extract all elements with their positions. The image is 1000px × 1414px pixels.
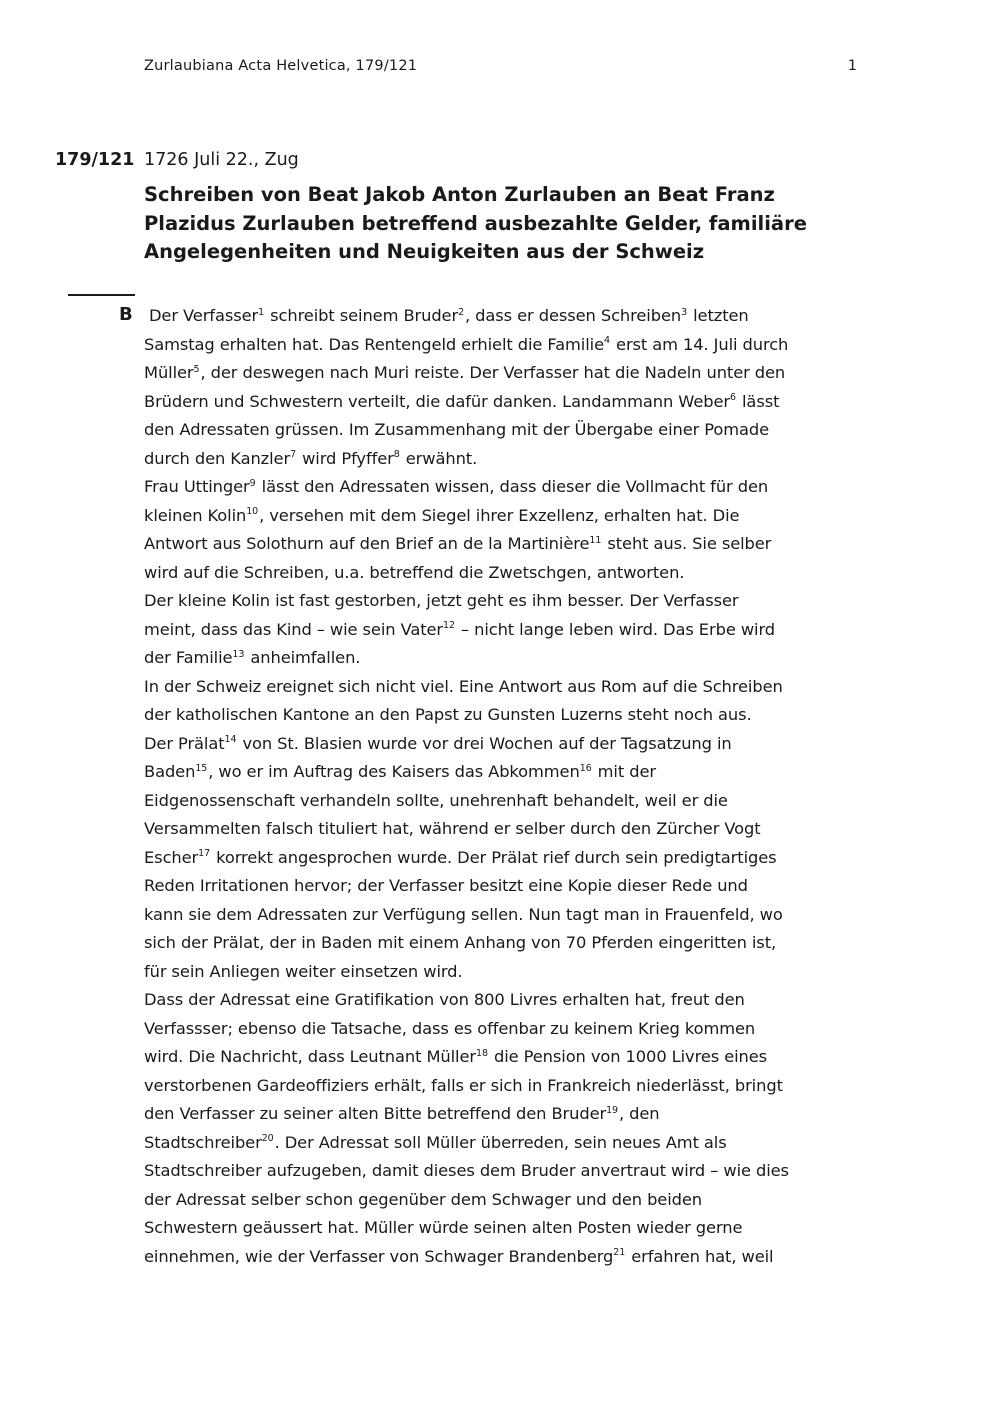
footnote-ref[interactable]: 7 [290, 449, 297, 461]
text-run: sich der Prälat, der in Baden mit einem Anhang von 70 Pferden eingeritten ist, [144, 933, 777, 952]
text-run: Der kleine Kolin ist fast gestorben, jetzt geht es ihm besser. Der Verfasser [144, 591, 739, 610]
body-line [144, 587, 864, 616]
text-run: Müller [144, 363, 194, 382]
footnote-ref[interactable]: 6 [729, 392, 736, 404]
footnote-ref[interactable]: 18 [476, 1047, 488, 1059]
text-run: Dass der Adressat eine Gratifikation von 800 Livres erhalten hat, freut den [144, 990, 745, 1009]
page-number: 1 [847, 58, 857, 74]
body-line [144, 787, 864, 816]
body-line [144, 445, 864, 474]
text-run: anheimfallen. [245, 648, 361, 667]
footnote-ref[interactable]: 4 [604, 335, 610, 347]
text-run: Versammelten falsch tituliert hat, während er selber durch den Zürcher Vogt [144, 819, 761, 838]
body-line [144, 502, 864, 531]
body-line [144, 872, 864, 901]
footnote-ref[interactable]: 14 [224, 734, 237, 746]
body-line [144, 958, 864, 987]
text-run: letzten [688, 306, 749, 325]
section-marker: B [119, 304, 133, 325]
text-run: durch den Kanzler [144, 448, 291, 468]
text-run: Antwort aus Solothurn auf den Brief an de la Martinière [144, 534, 590, 553]
text-run: Reden Irritationen hervor; der Verfasser besitzt eine Kopie dieser Rede und [144, 876, 748, 895]
document-number: 179/121 [55, 150, 135, 170]
text-run: lässt [736, 391, 780, 411]
footnote-ref[interactable]: 15 [195, 762, 208, 774]
text-run: von St. Blasien wurde vor drei Wochen auf der Tagsatzung in [237, 733, 732, 753]
document-date-place: 1726 Juli 22., Zug [144, 150, 299, 170]
body-line [144, 1186, 864, 1215]
footnote-ref[interactable]: 16 [579, 762, 592, 774]
text-run: wird auf die Schreiben, u.a. betreffend die Zwetschgen, antworten. [144, 562, 685, 582]
text-run: meint, dass das Kind – wie sein Vater [144, 619, 444, 639]
text-run: kann sie dem Adressaten zur Verfügung sellen. Nun tagt man in Frauenfeld, wo [144, 904, 783, 924]
body-line [144, 473, 864, 502]
body-line [144, 331, 864, 360]
text-run: mit der [592, 762, 656, 781]
body-line [144, 929, 864, 958]
text-run: Eidgenossenschaft verhandeln sollte, unehrenhaft behandelt, weil er die [144, 790, 728, 810]
text-run: , den [618, 1104, 660, 1123]
body-line [144, 530, 864, 559]
text-run: . Der Adressat soll Müller überreden, sein neues Amt als [274, 1132, 727, 1152]
text-run: Stadtschreiber [144, 1132, 262, 1152]
body-line [144, 359, 864, 388]
body-line [144, 1129, 864, 1158]
body-text [144, 302, 864, 1271]
footnote-ref[interactable]: 10 [246, 506, 259, 518]
text-run: In der Schweiz ereignet sich nicht viel. Eine Antwort aus Rom auf die Schreiben [144, 676, 783, 696]
text-run: schreibt seinem Bruder [265, 306, 459, 325]
footnote-ref[interactable]: 5 [193, 363, 200, 375]
running-title: Zurlaubiana Acta Helvetica, 179/121 [144, 58, 418, 74]
body-line [144, 1072, 864, 1101]
title-line: Plazidus Zurlauben betreffend ausbezahlte Gelder, familiäre [144, 211, 807, 235]
text-run: , dass er dessen Schreiben [465, 306, 682, 325]
text-run: , der deswegen nach Muri reiste. Der Verfasser hat die Nadeln unter den [200, 363, 786, 382]
body-line [144, 1015, 864, 1044]
text-run: der Familie [144, 648, 233, 667]
text-run: Samstag erhalten hat. Das Rentengeld erhielt die Familie [144, 334, 604, 354]
body-line [144, 815, 864, 844]
footnote-ref[interactable]: 12 [443, 620, 455, 632]
footnote-ref[interactable]: 8 [393, 449, 400, 461]
text-run: Der Prälat [144, 733, 225, 753]
body-line [144, 416, 864, 445]
text-run: Brüdern und Schwestern verteilt, die dafür danken. Landammann Weber [144, 391, 730, 411]
footnote-ref[interactable]: 9 [249, 477, 256, 489]
text-run: wird Pfyffer [297, 448, 394, 468]
text-run: Schwestern geäussert hat. Müller würde seinen alten Posten wieder gerne [144, 1218, 743, 1237]
body-line [144, 1157, 864, 1186]
footnote-ref[interactable]: 1 [258, 306, 265, 318]
text-run: Frau Uttinger [144, 477, 250, 496]
text-run: einnehmen, wie der Verfasser von Schwager Brandenberg [144, 1246, 614, 1266]
text-run: Escher [144, 847, 199, 867]
body-line [144, 1043, 864, 1072]
text-run: kleinen Kolin [144, 505, 247, 525]
footnote-ref[interactable]: 17 [198, 848, 211, 860]
section-divider [68, 294, 135, 296]
text-run: erst am 14. Juli durch [610, 334, 789, 354]
body-line [144, 901, 864, 930]
text-run: – nicht lange leben wird. Das Erbe wird [455, 619, 775, 639]
text-run: wird. Die Nachricht, dass Leutnant Müller [144, 1047, 476, 1066]
footnote-ref[interactable]: 2 [458, 306, 465, 318]
body-line [144, 388, 864, 417]
text-run: Der Verfasser [149, 306, 259, 325]
body-line [144, 730, 864, 759]
body-line [144, 559, 864, 588]
body-line [144, 644, 864, 673]
text-run: korrekt angesprochen wurde. Der Prälat rief durch sein predigtartiges [211, 847, 777, 867]
text-run: den Verfasser zu seiner alten Bitte betreffend den Bruder [144, 1104, 607, 1123]
title-line: Schreiben von Beat Jakob Anton Zurlauben an Beat Franz [144, 183, 775, 206]
text-run: verstorbenen Gardeoffiziers erhält, falls er sich in Frankreich niederlässt, bringt [144, 1075, 783, 1095]
text-run: die Pension von 1000 Livres eines [488, 1047, 768, 1066]
body-line [144, 844, 864, 873]
body-line [144, 1100, 864, 1129]
document-title [144, 181, 834, 267]
footnote-ref[interactable]: 11 [589, 534, 602, 546]
text-run: , wo er im Auftrag des Kaisers das Abkommen [208, 762, 580, 781]
text-run: der katholischen Kantone an den Papst zu Gunsten Luzerns steht noch aus. [144, 705, 752, 724]
title-line: Angelegenheiten und Neuigkeiten aus der Schweiz [144, 240, 705, 263]
body-line [144, 1243, 864, 1272]
body-line [144, 701, 864, 730]
footnote-ref[interactable]: 20 [261, 1133, 274, 1145]
footnote-ref[interactable]: 21 [613, 1247, 626, 1259]
footnote-ref[interactable]: 13 [232, 648, 245, 660]
text-run: Stadtschreiber aufzugeben, damit dieses dem Bruder anvertraut wird – wie dies [144, 1161, 789, 1180]
body-line [144, 673, 864, 702]
body-line [144, 616, 864, 645]
text-run: , versehen mit dem Siegel ihrer Exzellenz, erhalten hat. Die [259, 505, 740, 525]
footnote-ref[interactable]: 3 [681, 306, 688, 318]
footnote-ref[interactable]: 19 [606, 1104, 618, 1116]
text-run: Verfassser; ebenso die Tatsache, dass es offenbar zu keinem Krieg kommen [144, 1018, 756, 1038]
text-run: steht aus. Sie selber [602, 534, 772, 553]
text-run: lässt den Adressaten wissen, dass dieser die Vollmacht für den [256, 477, 769, 496]
text-run: für sein Anliegen weiter einsetzen wird. [144, 961, 463, 981]
text-run: der Adressat selber schon gegenüber dem Schwager und den beiden [144, 1189, 703, 1209]
text-run: Baden [144, 762, 196, 781]
body-line [144, 758, 864, 787]
text-run: erfahren hat, weil [626, 1246, 774, 1266]
body-line [144, 1214, 864, 1243]
text-run: den Adressaten grüssen. Im Zusammenhang mit der Übergabe einer Pomade [144, 420, 770, 439]
text-run: erwähnt. [400, 448, 478, 468]
body-line [144, 986, 864, 1015]
body-line [144, 302, 864, 331]
